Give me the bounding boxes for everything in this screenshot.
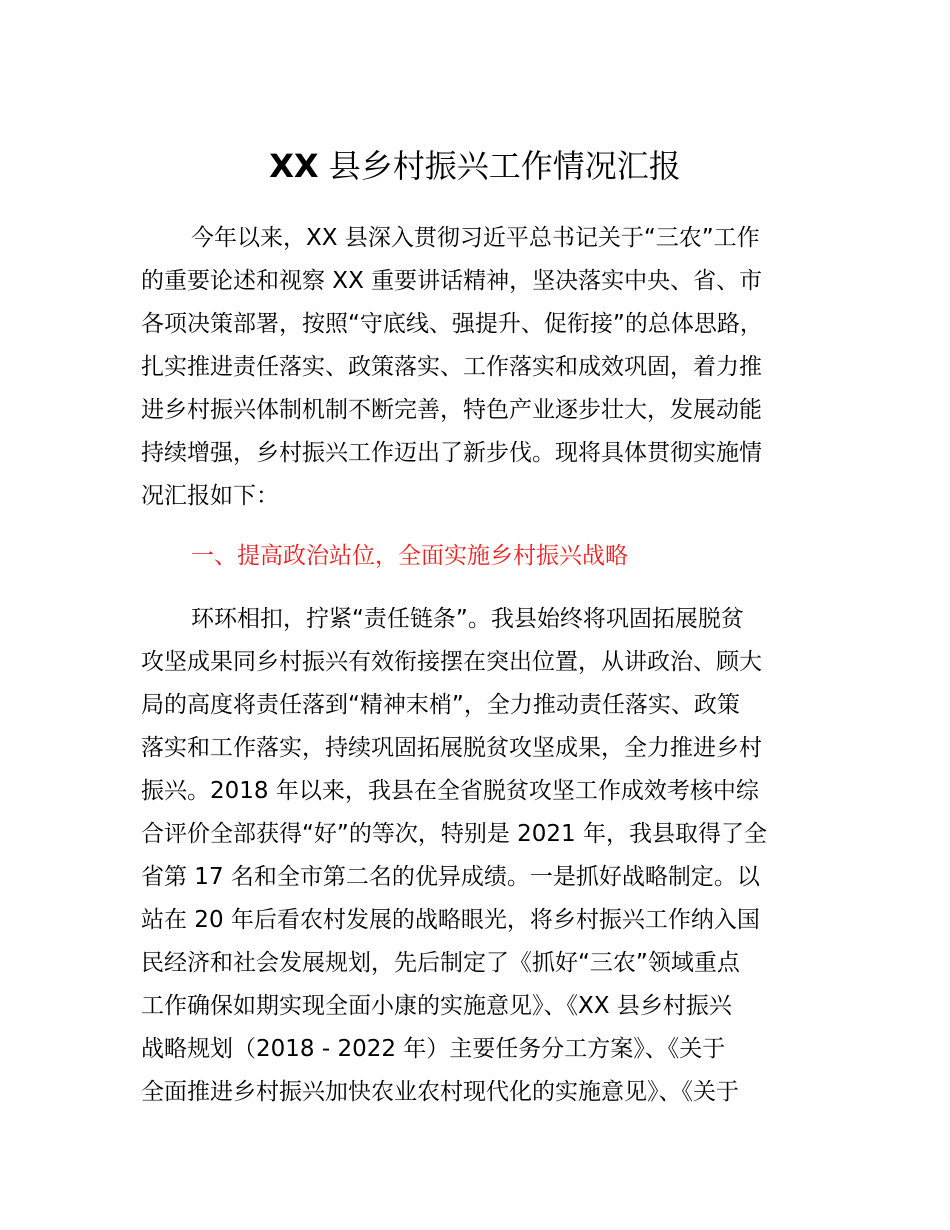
title-prefix: XX [269, 147, 319, 185]
intro-line: 进乡村振兴体制机制不断完善，特色产业逐步壮大，发展动能 [141, 397, 762, 423]
intro-line: 的重要论述和视察 XX 重要讲话精神，坚决落实中央、省、市 [141, 268, 763, 294]
body-line: 全面推进乡村振兴加快农业农村现代化的实施意见》、《关于 [141, 1079, 739, 1105]
body-line: 落实和工作落实，持续巩固拓展脱贫攻坚成果，全力推进乡村 [141, 735, 762, 761]
body-line: 攻坚成果同乡村振兴有效衔接摆在突出位置，从讲政治、顾大 [141, 649, 762, 675]
body-line: 站在 20 年后看农村发展的战略眼光，将乡村振兴工作纳入国 [141, 907, 760, 933]
title-text: 县乡村振兴工作情况汇报 [318, 147, 681, 185]
document-title [0, 144, 950, 188]
intro-line: 持续增强，乡村振兴工作迈出了新步伐。现将具体贯彻实施情 [141, 440, 762, 466]
body-line: 环环相扣，拧紧“责任链条”。我县始终将巩固拓展脱贫 [191, 606, 744, 632]
body-line: 工作确保如期实现全面小康的实施意见》、《XX 县乡村振兴 [141, 993, 732, 1019]
intro-line: 今年以来，XX 县深入贯彻习近平总书记关于“三农”工作 [191, 225, 760, 251]
section-heading: 一、提高政治站位，全面实施乡村振兴战略 [191, 543, 628, 569]
intro-line: 扎实推进责任落实、政策落实、工作落实和成效巩固，着力推 [141, 354, 762, 380]
intro-line: 各项决策部署，按照“守底线、强提升、促衔接”的总体思路， [141, 311, 763, 337]
body-line: 民经济和社会发展规划，先后制定了《抓好“三农”领域重点 [141, 950, 740, 976]
body-line: 省第 17 名和全市第二名的优异成绩。一是抓好战略制定。以 [141, 864, 760, 890]
body-line: 战略规划（2018 - 2022 年）主要任务分工方案》、《关于 [141, 1036, 726, 1062]
body-line: 合评价全部获得“好”的等次，特别是 2021 年，我县取得了全 [141, 821, 767, 847]
intro-line: 况汇报如下： [141, 483, 279, 509]
body-line: 局的高度将责任落到“精神末梢”，全力推动责任落实、政策 [141, 692, 740, 718]
body-line: 振兴。2018 年以来，我县在全省脱贫攻坚工作成效考核中综 [141, 778, 759, 804]
